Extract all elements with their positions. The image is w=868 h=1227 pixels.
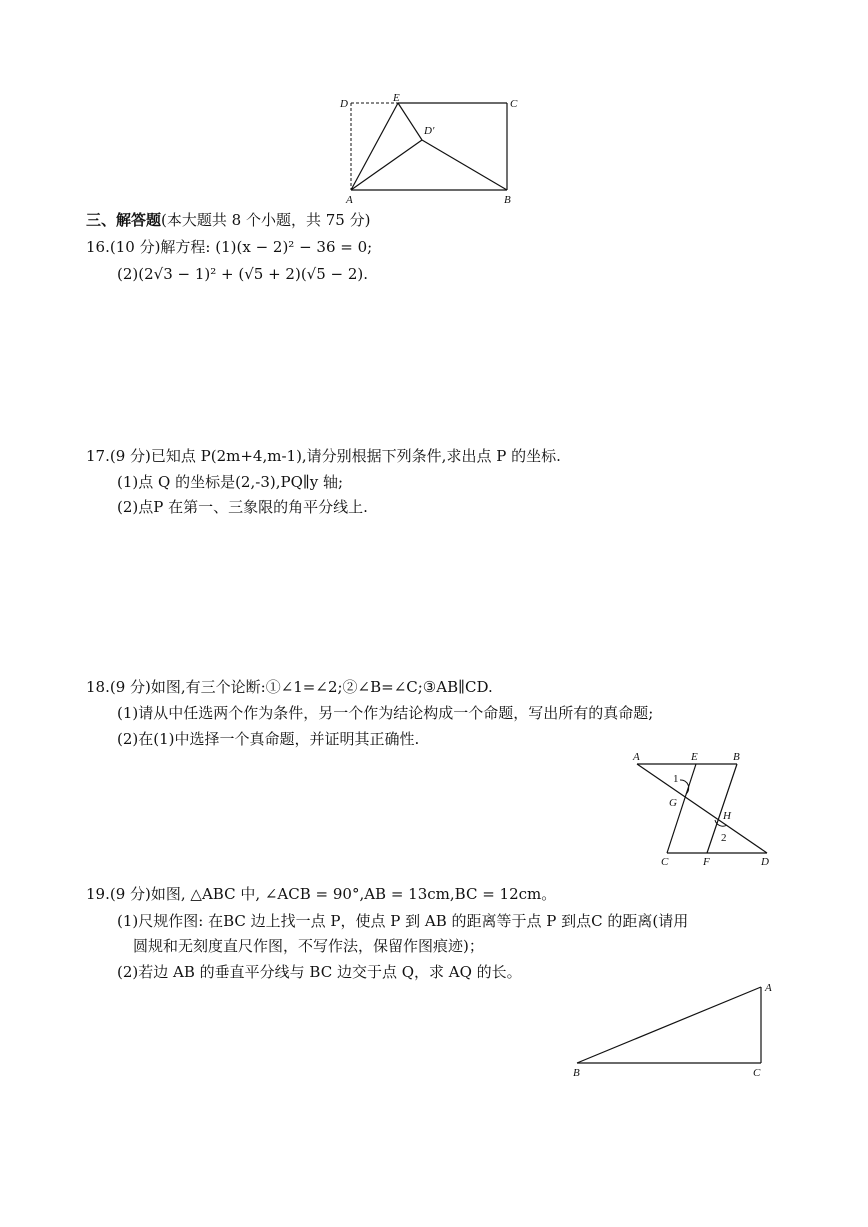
q18-label-C: C <box>661 856 669 868</box>
q16-prompt: 解方程: <box>160 238 216 256</box>
q17-line1: 17.(9 分)已知点 P(2m+4,m-1),请分别根据下列条件,求出点 P 的坐标. <box>86 447 561 465</box>
q16-number: 16. <box>86 238 110 256</box>
q18-label-E: E <box>691 751 698 763</box>
section-heading: 三、解答题 <box>86 211 162 229</box>
label-D: D <box>340 98 348 110</box>
q16-part2: (2)(2√3 − 1)² + (√5 + 2)(√5 − 2). <box>117 265 369 283</box>
q18-angle-2: 2 <box>721 832 727 844</box>
q18-label-G: G <box>669 797 677 809</box>
q16-part1: (1)(x − 2)² − 36 = 0; <box>215 238 373 256</box>
q19-line3: 圆规和无刻度直尺作图，不写作法，保留作图痕迹)； <box>133 937 484 955</box>
right-triangle-figure <box>565 975 785 1085</box>
label-C: C <box>510 98 518 110</box>
q18-line1: 18.(9 分)如图,有三个论断:①∠1=∠2;②∠B=∠C;③AB∥CD. <box>86 678 493 696</box>
q18-label-A: A <box>633 751 640 763</box>
parallel-lines-figure <box>625 748 780 870</box>
q19-line4: (2)若边 AB 的垂直平分线与 BC 边交于点 Q，求 AQ 的长。 <box>117 963 522 981</box>
q17-line3: (2)点P 在第一、三象限的角平分线上. <box>117 498 368 516</box>
q19-label-C: C <box>753 1067 761 1079</box>
q16-points: (10 分) <box>109 238 161 256</box>
section-heading-row <box>86 210 370 230</box>
label-A: A <box>346 194 353 206</box>
q18-label-D: D <box>761 856 769 868</box>
rectangle-fold-figure <box>330 90 530 210</box>
q19-line1: 19.(9 分)如图, △ABC 中, ∠ACB = 90°,AB = 13cm,BC = 12cm。 <box>86 885 557 903</box>
q18-label-H: H <box>723 810 731 822</box>
label-E: E <box>393 92 400 104</box>
q19-label-A: A <box>765 982 772 994</box>
q18-line3: (2)在(1)中选择一个真命题，并证明其正确性. <box>117 730 420 748</box>
label-B: B <box>504 194 511 206</box>
section-note: (本大题共 8 个小题，共 75 分) <box>161 211 371 229</box>
q18-label-B: B <box>733 751 740 763</box>
q18-label-F: F <box>703 856 710 868</box>
q18-angle-1: 1 <box>673 773 679 785</box>
q19-label-B: B <box>573 1067 580 1079</box>
q17-line2: (1)点 Q 的坐标是(2,-3),PQ∥y 轴; <box>117 473 344 491</box>
q18-line2: (1)请从中任选两个作为条件，另一个作为结论构成一个命题，写出所有的真命题; <box>117 704 654 722</box>
label-D-prime: D′ <box>424 125 435 137</box>
q16-line1 <box>86 237 372 257</box>
q19-line2: (1)尺规作图: 在BC 边上找一点 P，使点 P 到 AB 的距离等于点 P 到点C 的距离(请用 <box>117 912 689 930</box>
